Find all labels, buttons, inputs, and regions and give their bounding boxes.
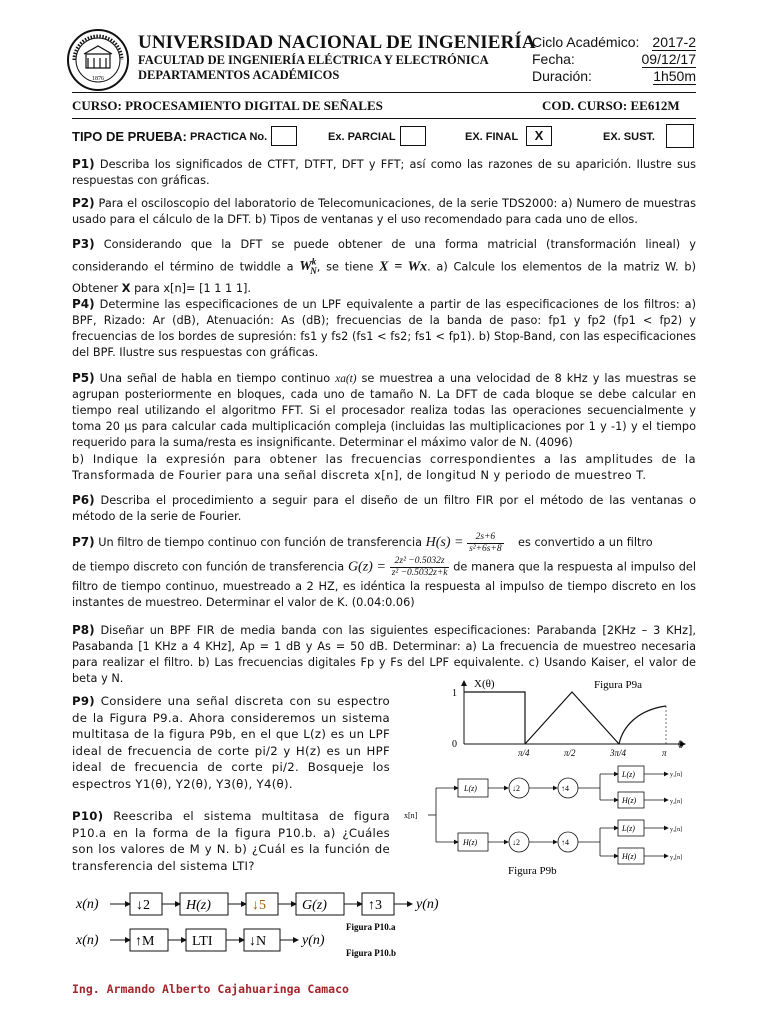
- p9b-title: Figura P9b: [508, 865, 557, 877]
- problem-8: P8) Diseñar un BPF FIR de media banda con las siguientes especificaciones: Parabanda [2KHz – 3 KHz], Pasabanda [1 KHz a 4 KHz], Ap = 1 dB y As = 50 dB. Determinar: a) La frecuencia de muestreo necesaria para realizar el filtro. b) Las frecuencias digitales Fp y Fs del LPF equivalente. c) Usando Kaiser, el valor de beta y N.: [72, 623, 697, 685]
- p10b-input: x(n): [76, 933, 99, 948]
- p10b-block-upm: ↑M: [135, 934, 155, 949]
- p9b-block-h0: H(z): [463, 838, 478, 847]
- p9b-block-up1: ↑4: [561, 784, 569, 793]
- p10b-block-downn: ↓N: [249, 934, 267, 949]
- p9a-title: Figura P9a: [594, 679, 642, 691]
- footer-author: Ing. Armando Alberto Cajahuaringa Camaco: [72, 982, 349, 996]
- p9b-out2: y₂[n]: [670, 799, 683, 805]
- problem-7: P7) Un filtro de tiempo continuo con función de transferencia H(s) = $\frac{2s+6}{\text{s²+6s+8}}$ es convertido a un filtro: [72, 531, 653, 554]
- p9b-block-l1: L(z): [464, 784, 477, 793]
- twiddle-term: $W^k_N$: [299, 256, 317, 276]
- p9b-block-l3: L(z): [622, 824, 635, 833]
- ciclo-value: 2017-2: [652, 34, 696, 50]
- p10b-block-lti: LTI: [192, 934, 213, 949]
- p9b-block-down2: ↓2: [512, 838, 520, 847]
- p10a-block-hz: H(z): [186, 898, 211, 913]
- p9b-out4: y₄[n]: [670, 855, 683, 861]
- p9b-block-down1: ↓2: [512, 784, 520, 793]
- problem-5: P5) Una señal de habla en tiempo continuo xa(t) se muestrea a una velocidad de 8 kHz y las muestras se agrupan posteriormente en bloques, cada uno de tamaño N. La DFT de cada bloque se debe calcular en tiempo real utilizando el algoritmo FFT. Si el procesador realiza todas las operaciones secuencialmente y toma 20 µs para calcular cada multiplicación compleja (incluidas las multiplicaciones por 1 y -1) y el tiempo requerido para la suma/resta es insignificante. Determinar el máximo valor de N. (4096) b) Indique la expresión para obtener las frecuencias correspondientes a las amplitudes de la Transformada de Fourier para una señal discreta x[n], de longitud N y periodo de muestreo T.: [72, 371, 697, 482]
- parcial-checkbox[interactable]: [400, 126, 426, 146]
- p10a-output: y(n): [416, 897, 439, 912]
- problem-1: P1) Describa los significados de CTFT, DTFT, DFT y FFT; así como las razones de su aparición. Ilustre sus respuestas con gráficas.: [72, 157, 696, 187]
- hs-fraction: $\frac{2s+6}{\text{s²+6s+8}}$: [469, 531, 502, 554]
- fecha-value: 09/12/17: [641, 51, 696, 67]
- p9a-ylabel: X(θ): [474, 678, 495, 690]
- university-name: UNIVERSIDAD NACIONAL DE INGENIERÍA: [138, 32, 536, 53]
- problem-2: P2) Para el osciloscopio del laboratorio de Telecomunicaciones, de la serie TDS2000: a) Numero de muestras usado para el cálculo de la DFT. b) Tipos de ventanas y el uso recomendado para cada uno de ellos.: [72, 196, 696, 226]
- p9a-ytick-1: 1: [452, 688, 457, 699]
- problem-3: P3) Considerando que la DFT se puede obtener de una forma matricial (transformación lineal) y considerando el término de twiddle a $W^k_N$, se tiene X = Wx. a) Calcule los elementos de la matriz W. b) Obtener X para x[n]= [1 1 1 1].: [72, 237, 696, 296]
- p10a-block-down5: ↓5: [252, 898, 266, 913]
- final-label: EX. FINAL: [465, 131, 519, 143]
- departments: DEPARTAMENTOS ACADÉMICOS: [138, 68, 340, 82]
- gz-label: G(z) =: [347, 559, 386, 575]
- practica-label: PRACTICA No.: [190, 131, 268, 143]
- practica-checkbox[interactable]: [271, 126, 297, 146]
- p9b-block-h2: H(z): [622, 852, 637, 861]
- problem-10: P10) Reescriba el sistema multitasa de figura P10.a en la forma de la figura P10.b. a) ¿Cuáles son los valores de M y N. b) ¿Cuál es la función de transferencia del sistema LTI?: [72, 809, 391, 873]
- university-seal-logo: [66, 28, 130, 92]
- p9a-xtick-pi2: π/2: [564, 748, 576, 758]
- sust-checkbox[interactable]: [666, 124, 694, 148]
- sust-label: EX. SUST.: [603, 131, 655, 143]
- duracion-label: Duración:: [532, 68, 592, 84]
- faculty-name: FACULTAD DE INGENIERÍA ELÉCTRICA Y ELECTRÓNICA: [138, 53, 489, 67]
- problem-9: P9) Considere una señal discreta con su espectro de la Figura P9.a. Ahora consideremos un sistema multitasa de la figura P9b, en el que L(z) es un LPF ideal de frecuencia de corte pi/2 y H(z) es un HPF ideal de frecuencia de corte pi/2. Bosqueje los espectros Y1(θ), Y2(θ), Y3(θ), Y4(θ).: [72, 694, 390, 791]
- xa-math: xa(t): [335, 373, 357, 385]
- p9b-out3: y₃[n]: [670, 827, 683, 833]
- figure-p9a: [448, 676, 698, 758]
- matrix-equation: X = Wx: [379, 259, 428, 275]
- p10a-block-down2: ↓2: [136, 898, 150, 913]
- hs-label: H(s) =: [425, 535, 464, 550]
- p9a-xtick-pi: π: [662, 748, 667, 758]
- p10a-block-up3: ↑3: [368, 898, 382, 913]
- p10b-title: Figura P10.b: [346, 948, 397, 958]
- course-code: COD. CURSO: EE612M: [542, 98, 680, 113]
- parcial-label: Ex. PARCIAL: [328, 131, 396, 143]
- figure-p9b: [400, 760, 700, 880]
- problem-5-b: b) Indique la expresión para obtener las frecuencias correspondientes a las amplitudes de la Transformada de Fourier para una señal discreta x[n], de longitud N y periodo de muestreo T.: [72, 453, 696, 482]
- figure-p10b: [72, 922, 452, 978]
- p10a-block-gz: G(z): [302, 898, 327, 913]
- ciclo-label: Ciclo Académico:: [532, 34, 640, 50]
- p9a-ytick-0: 0: [452, 739, 457, 750]
- p10a-title: Figura P10.a: [346, 922, 396, 932]
- p10a-input: x(n): [76, 897, 99, 912]
- p9a-xtick-pi4: π/4: [518, 748, 530, 758]
- final-checkbox[interactable]: X: [526, 126, 552, 146]
- tipo-prueba-label: TIPO DE PRUEBA:: [72, 129, 187, 144]
- p10b-output: y(n): [302, 933, 325, 948]
- course-divider: [72, 118, 696, 119]
- p9b-block-l2: L(z): [622, 770, 635, 779]
- problem-4: P4) Determine las especificaciones de un LPF equivalente a partir de las especificaciones de los filtros: a) BPF, Rizado: Ar (dB), Atenuación: As (dB); frecuencias de la banda de paso: fp1 y fp2 (fp1 < fp2) y frecuencias de los bordes de supresión: fs1 y fs2 (fs1 < fs2; fs1 < fp1). b) Stop-Band, con las especificaciones del BPF. Ilustre sus respuestas con gráficas.: [72, 297, 696, 359]
- fecha-label: Fecha:: [532, 51, 575, 67]
- p9b-block-h1: H(z): [622, 796, 637, 805]
- seal-year: 1876: [92, 76, 104, 82]
- problem-6: P6) Describa el procedimiento a seguir para el diseño de un filtro FIR por el método de las ventanas o método de la serie de Fourier.: [72, 493, 696, 523]
- p9a-xlabel: θ: [678, 739, 684, 751]
- course-title: CURSO: PROCESAMIENTO DIGITAL DE SEÑALES: [72, 98, 383, 113]
- gz-fraction: $\frac{\text{2z² −0.5032z}}{\text{z² −0.5032z+k}}$: [391, 556, 448, 578]
- x-bold: X: [121, 282, 131, 296]
- p9b-input: x[n]: [404, 811, 418, 820]
- p9a-xtick-3pi4: 3π/4: [610, 748, 627, 758]
- header-divider: [72, 92, 696, 93]
- problem-7-cont: de tiempo discreto con función de transferencia G(z) = $\frac{\text{2z² −0.5032z}}{\text{z² −0.5032z+k}}$ de manera que la respuesta al impulso del filtro de tiempo continuo, muestreado a 2 HZ, es idéntica la respuesta al impulso de tiempo discreto en los instantes de muestreo. Determinar el valor de K. (0.04:0.06): [72, 556, 696, 609]
- duracion-value: 1h50m: [653, 68, 696, 84]
- p9b-block-up2: ↑4: [561, 838, 569, 847]
- p9b-out1: y₁[n]: [670, 772, 683, 778]
